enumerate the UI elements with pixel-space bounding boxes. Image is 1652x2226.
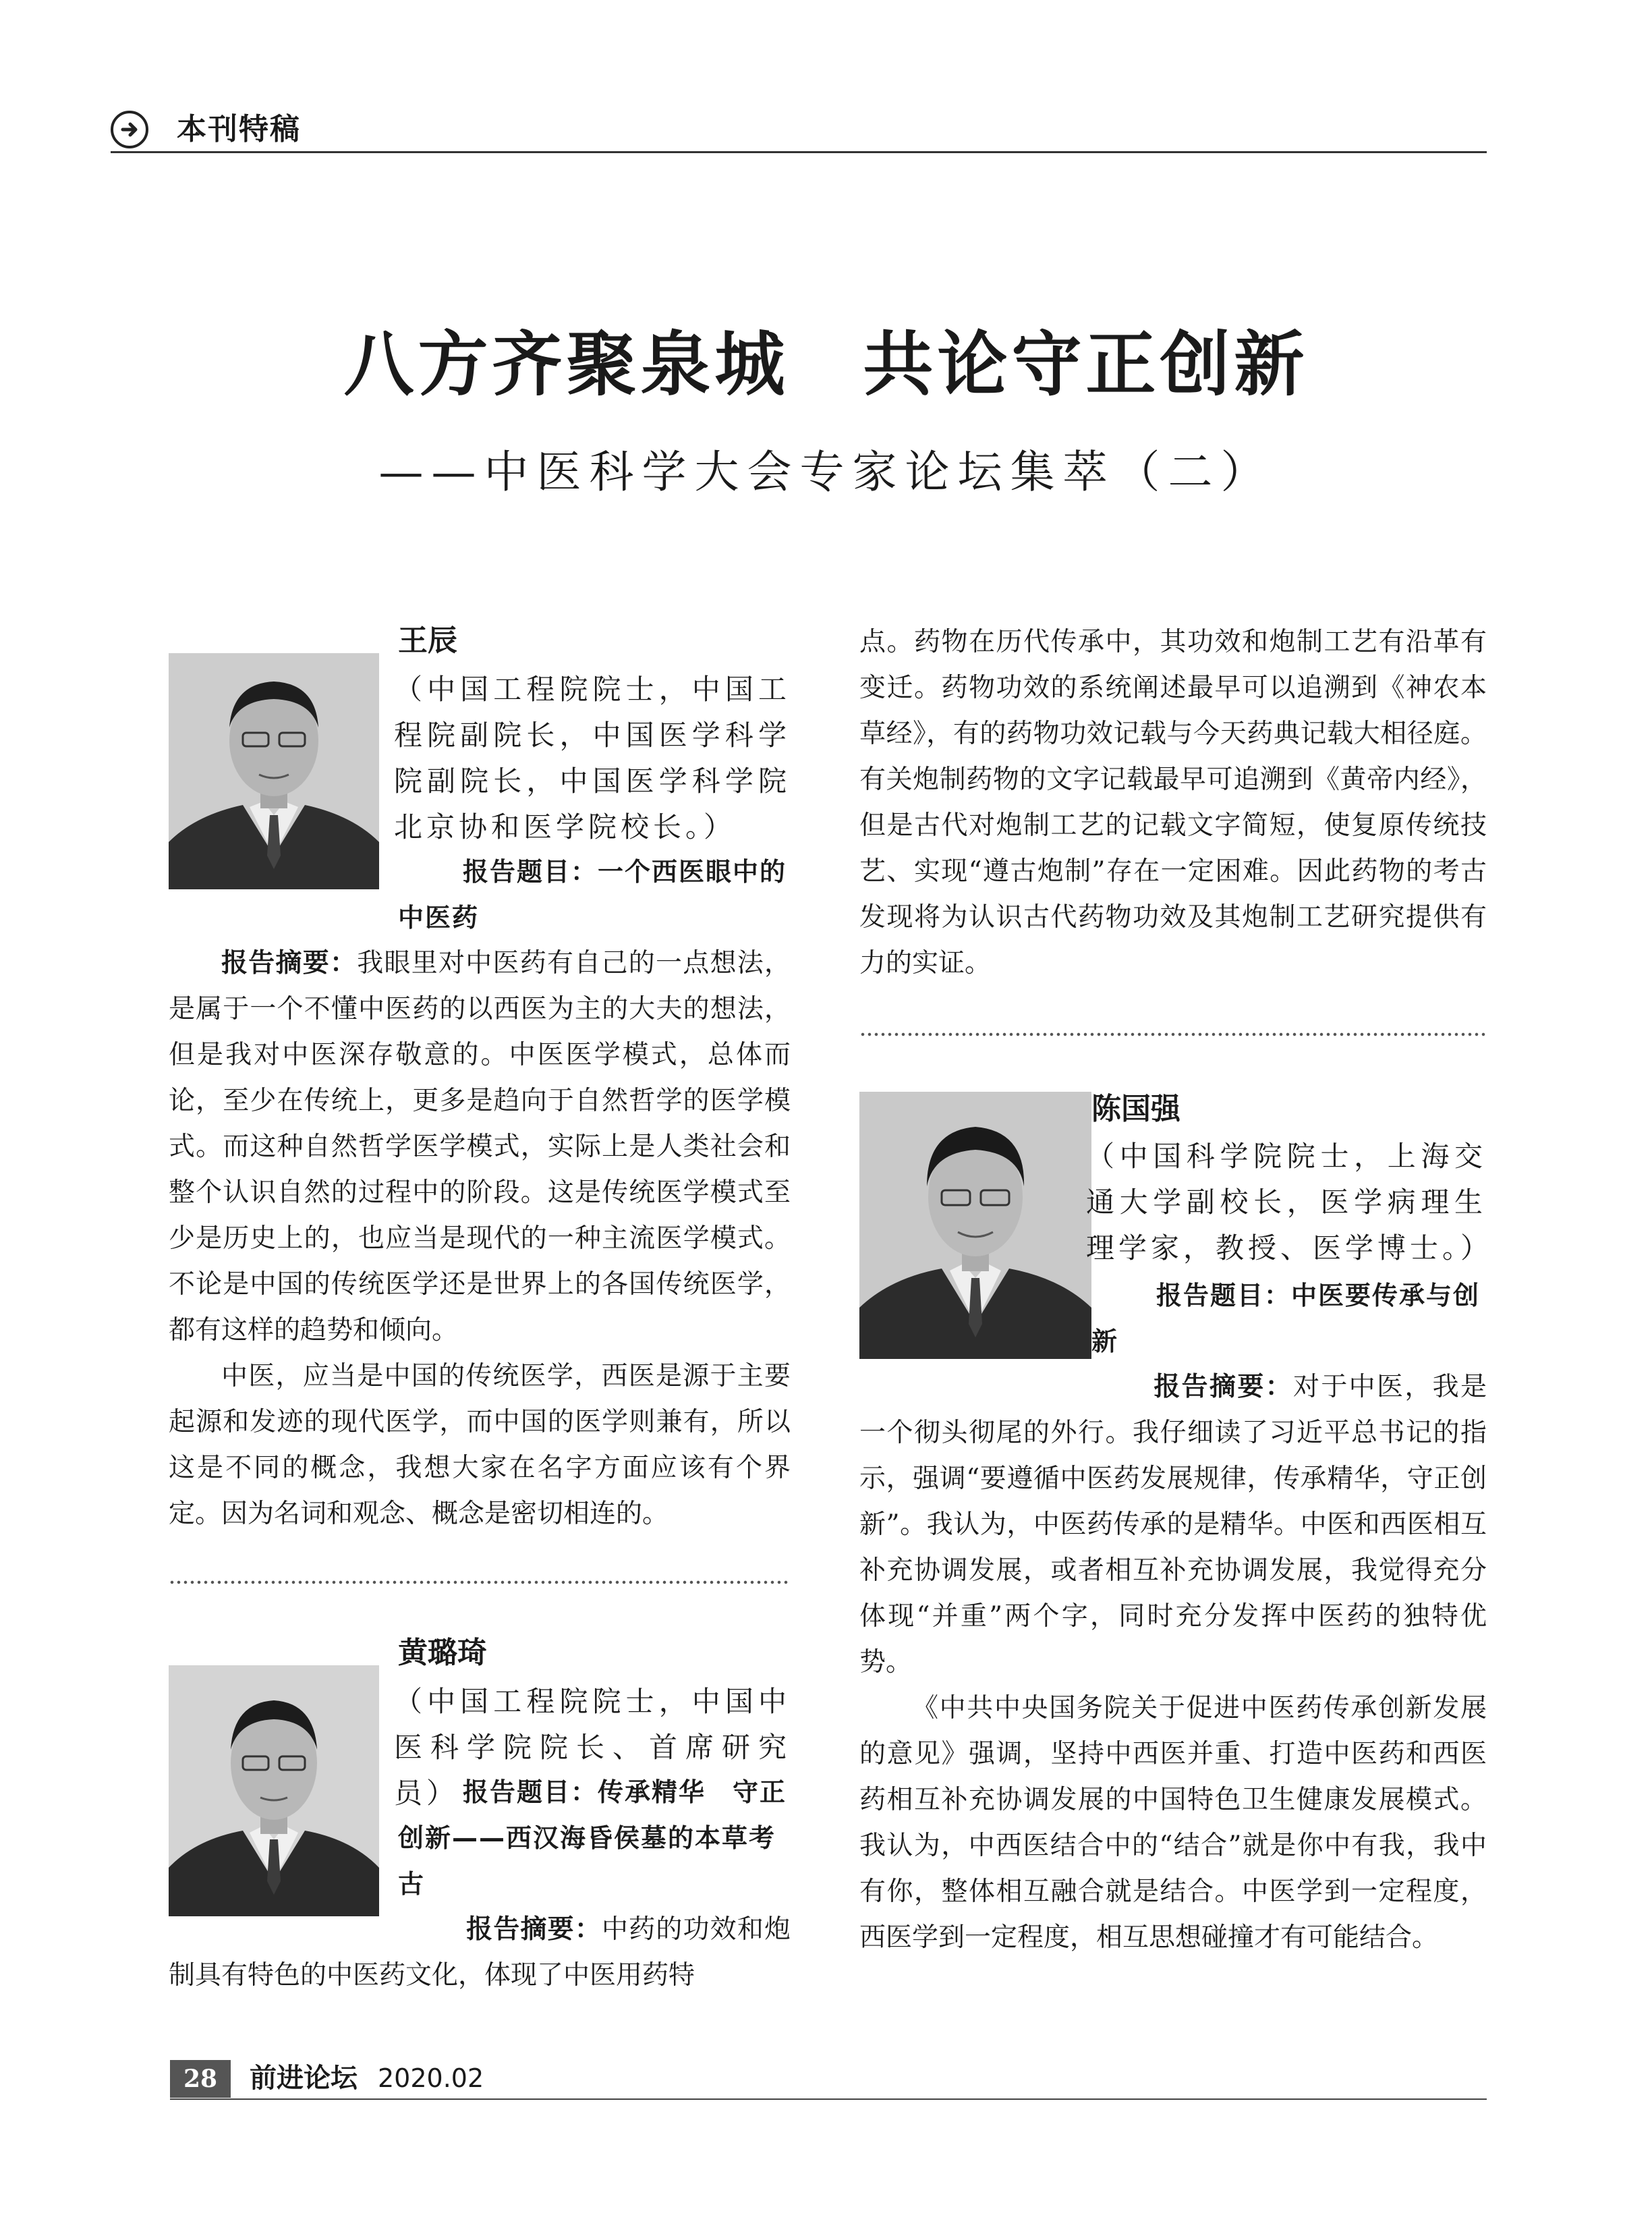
summary-continuation-huang-luqi [859, 619, 1487, 986]
expert-affiliation-wang-chen: （中国工程院院士，中国工程院副院长，中国医学科学院副院长，中国医学科学院北京协和医学院校长。） [394, 673, 791, 843]
section-divider [859, 1031, 1487, 1038]
section-divider [169, 1579, 791, 1586]
topic-text: 中医要传承与创新 [1091, 1281, 1481, 1356]
expert-name-chen-guoqiang: 陈国强 [1091, 1092, 1180, 1126]
portrait-chen-guoqiang [859, 1092, 1091, 1359]
body-paragraph: 点。药物在历代传承中，其功效和炮制工艺有沿革有变迁。药物功效的系统阐述最早可以追溯到《神农本草经》，有的药物功效记载与今天药典记载大相径庭。有关炮制药物的文字记载最早可追溯到《黄帝内经》，但是古代对炮制工艺的记载文字简短，使复原传统技艺、实现“遵古炮制”存在一定困难。因此药物的考古发现将为认识古代药物功效及其炮制工艺研究提供有力的实证。 [859, 627, 1487, 978]
topic-text: 传承精华 守正创新——西汉海昏侯墓的本草考古 [398, 1777, 787, 1899]
topic-label: 报告题目： [1156, 1281, 1292, 1310]
expert-name-huang-luqi: 黄璐琦 [398, 1636, 487, 1670]
summary-block-huang-luqi [169, 1907, 791, 1999]
portrait-wang-chen [169, 653, 379, 889]
summary-label: 报告摘要： [1152, 1372, 1293, 1402]
expert-affiliation-huang-luqi: （中国工程院院士，中国中医科学院院长、首席研究员） [394, 1685, 791, 1810]
report-topic-wang-chen [398, 849, 791, 941]
summary-paragraph [169, 1907, 791, 1999]
summary-block-chen-guoqiang [859, 1364, 1487, 1961]
issue-number: 2020.02 [378, 2063, 484, 2093]
summary-text: 中药的功效和炮制具有特色的中医药文化，体现了中医用药特 [169, 1914, 791, 1991]
summary-label: 报告摘要： [465, 1914, 602, 1945]
summary-paragraph [169, 941, 791, 1354]
topic-label: 报告题目： [463, 857, 598, 887]
report-topic-chen-guoqiang [1091, 1273, 1487, 1364]
topic-text: 一个西医眼中的中医药 [398, 857, 787, 933]
header-rule [111, 151, 1487, 153]
journal-name: 前进论坛 [250, 2062, 358, 2094]
summary-block-wang-chen [169, 941, 791, 1537]
summary-text: 我眼里对中医药有自己的一点想法，是属于一个不懂中医药的以西医为主的大夫的想法，但是我对中医深存敬意的。中医医学模式，总体而论，至少在传统上，更多是趋向于自然哲学的医学模式。而这种自然哲学医学模式，实际上是人类社会和整个认识自然的过程中的阶段。这是传统医学模式至少是历史上的，也应当是现代的一种主流医学模式。不论是中国的传统医学还是世界上的各国传统医学，都有这样的趋势和倾向。 [169, 948, 791, 1345]
page-title: 八方齐聚泉城 共论守正创新 [343, 323, 1309, 406]
summary-label: 报告摘要： [221, 948, 358, 978]
page-subtitle: ——中医科学大会专家论坛集萃（二） [378, 446, 1274, 498]
body-paragraph: 中医，应当是中国的传统医学，西医是源于主要起源和发迹的现代医学，而中国的医学则兼有，所以这是不同的概念，我想大家在名字方面应该有个界定。因为名词和观念、概念是密切相连的。 [169, 1361, 791, 1529]
report-topic-huang-luqi [398, 1769, 791, 1907]
expert-affiliation-chen-guoqiang: （中国科学院院士，上海交通大学副校长，医学病理生理学家，教授、医学博士。） [1086, 1140, 1493, 1264]
summary-text: 对于中医，我是一个彻头彻尾的外行。我仔细读了习近平总书记的指示，强调“要遵循中医药发展规律，传承精华，守正创新”。我认为，中医药传承的是精华。中医和西医相互补充协调发展，或者相互补充协调发展，我觉得充分体现“并重”两个字，同时充分发挥中医药的独特优势。 [859, 1372, 1487, 1677]
footer-rule [170, 2098, 1487, 2100]
section-label: 本刊特稿 [177, 112, 301, 146]
arrow-right-circle-icon [111, 111, 148, 148]
body-paragraph: 《中共中央国务院关于促进中医药传承创新发展的意见》强调，坚持中西医并重、打造中医药和西医药相互补充协调发展的中国特色卫生健康发展模式。我认为，中西医结合中的“结合”就是你中有我，我中有你，整体相互融合就是结合。中医学到一定程度，西医学到一定程度，相互思想碰撞才有可能结合。 [859, 1693, 1487, 1953]
portrait-huang-luqi [169, 1665, 379, 1916]
page-number: 28 [170, 2060, 231, 2098]
topic-label: 报告题目： [463, 1777, 598, 1807]
expert-name-wang-chen: 王辰 [398, 623, 457, 658]
summary-paragraph [859, 1364, 1487, 1686]
